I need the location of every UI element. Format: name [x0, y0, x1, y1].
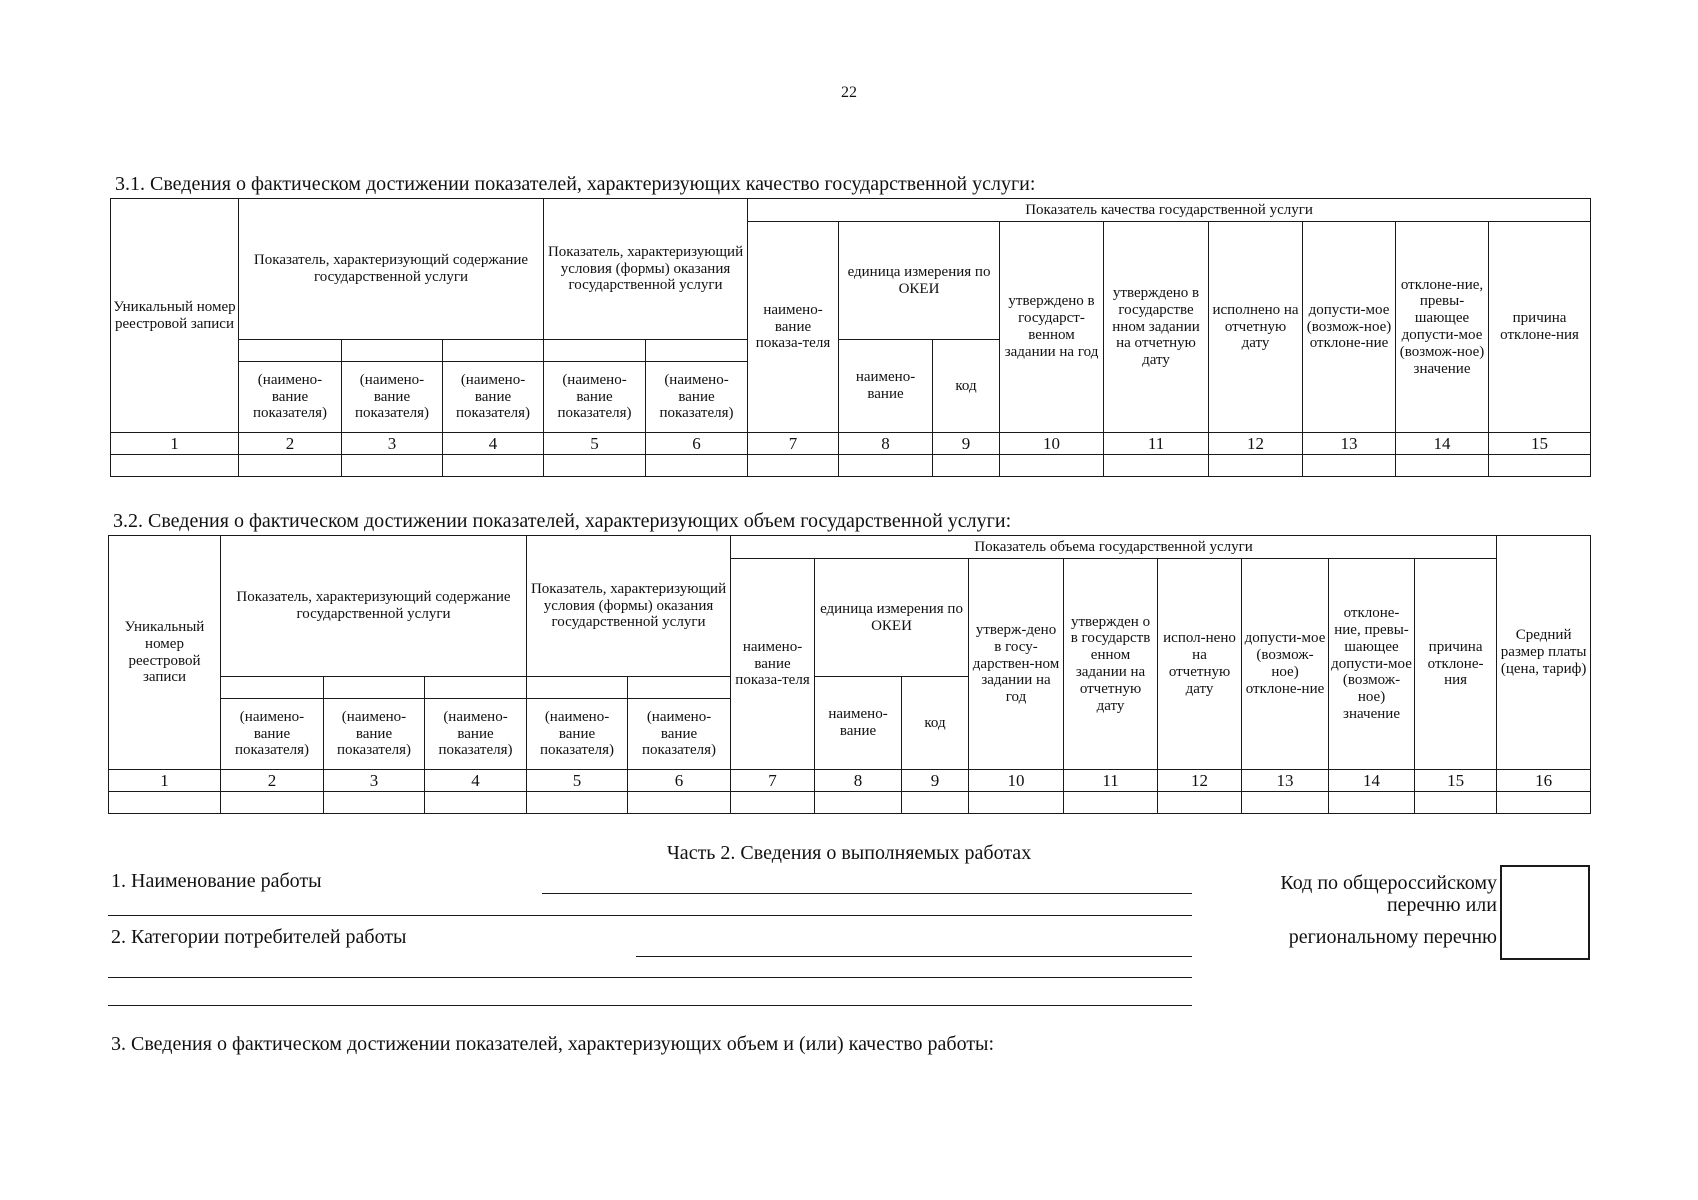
column-number: 15 — [1489, 433, 1591, 455]
column-number: 5 — [527, 770, 628, 792]
header-approved-year: утверждено в государст-венном задании на год — [1000, 222, 1104, 433]
header-allowed-deviation: допусти-мое (возмож-ное) отклоне-ние — [1303, 222, 1396, 433]
code-label — [1190, 872, 1497, 948]
consumers-line-3[interactable] — [108, 1005, 1192, 1006]
sub-indicator-name: (наимено-вание показателя) — [443, 362, 544, 433]
sub-indicator-name: (наимено-вание показателя) — [527, 699, 628, 770]
work-name-line-2[interactable] — [108, 915, 1192, 916]
column-number: 4 — [443, 433, 544, 455]
header-conditions-indicator: Показатель, характеризующий условия (формы) оказания государственной услуги — [544, 199, 748, 340]
blank-cell — [342, 340, 443, 362]
column-number: 15 — [1415, 770, 1497, 792]
section-3-title: 3. Сведения о фактическом достижении показателей, характеризующих объем и (или) качество работы: — [111, 1033, 995, 1055]
header-executed: испол-нено на отчетную дату — [1158, 559, 1242, 770]
blank-cell — [646, 340, 748, 362]
header-indicator-name: наимено-вание показа-теля — [748, 222, 839, 433]
code-label-line: перечню или — [1386, 894, 1497, 916]
blank-cell — [221, 677, 324, 699]
header-exceeding-deviation: отклоне-ние, превы-шающее допусти-мое (возмож-ное) значение — [1329, 559, 1415, 770]
blank-cell — [544, 340, 646, 362]
section-3-1-title: 3.1. Сведения о фактическом достижении показателей, характеризующих качество государственной услуги: — [115, 173, 1036, 195]
blank-cell — [443, 340, 544, 362]
table-row — [111, 455, 1591, 477]
sub-indicator-name: (наимено-вание показателя) — [239, 362, 342, 433]
header-content-indicator: Показатель, характеризующий содержание государственной услуги — [221, 536, 527, 677]
header-indicator-name: наимено-вание показа-теля — [731, 559, 815, 770]
code-input-box[interactable] — [1500, 865, 1590, 960]
quality-indicators-table — [110, 198, 1591, 477]
table-row — [109, 792, 1591, 814]
sub-indicator-name: (наимено-вание показателя) — [425, 699, 527, 770]
sub-indicator-name: (наимено-вание показателя) — [544, 362, 646, 433]
column-number: 10 — [1000, 433, 1104, 455]
column-number: 2 — [221, 770, 324, 792]
code-label-line: Код по общероссийскому — [1280, 872, 1497, 894]
header-unit-name: наимено-вание — [839, 340, 933, 433]
part-2-title: Часть 2. Сведения о выполняемых работах — [666, 842, 1032, 864]
column-number: 8 — [839, 433, 933, 455]
column-number: 5 — [544, 433, 646, 455]
column-number: 14 — [1396, 433, 1489, 455]
column-number: 10 — [969, 770, 1064, 792]
header-conditions-indicator: Показатель, характеризующий условия (формы) оказания государственной услуги — [527, 536, 731, 677]
sub-indicator-name: (наимено-вание показателя) — [342, 362, 443, 433]
column-number: 12 — [1209, 433, 1303, 455]
consumers-line-2[interactable] — [108, 977, 1192, 978]
header-deviation-reason: причина отклоне-ния — [1489, 222, 1591, 433]
code-label-line: региональному перечню — [1288, 926, 1497, 948]
column-number: 16 — [1497, 770, 1591, 792]
header-average-fee: Средний размер платы (цена, тариф) — [1497, 536, 1591, 770]
consumers-line[interactable] — [636, 956, 1192, 957]
column-number: 3 — [342, 433, 443, 455]
page-number: 22 — [841, 84, 857, 101]
column-number: 11 — [1104, 433, 1209, 455]
column-number: 7 — [731, 770, 815, 792]
volume-indicators-table — [108, 535, 1591, 814]
column-number: 6 — [628, 770, 731, 792]
header-deviation-reason: причина отклоне-ния — [1415, 559, 1497, 770]
header-approved-date: утвержден о в государств енном задании на отчетную дату — [1064, 559, 1158, 770]
header-executed: исполнено на отчетную дату — [1209, 222, 1303, 433]
header-allowed-deviation: допусти-мое (возмож-ное) отклоне-ние — [1242, 559, 1329, 770]
column-number: 6 — [646, 433, 748, 455]
header-approved-date: утверждено в государстве нном задании на отчетную дату — [1104, 222, 1209, 433]
header-approved-year: утверж-дено в госу-дарствен-ном задании на год — [969, 559, 1064, 770]
column-number: 11 — [1064, 770, 1158, 792]
blank-cell — [324, 677, 425, 699]
header-unit-code: код — [902, 677, 969, 770]
section-3-2-title: 3.2. Сведения о фактическом достижении показателей, характеризующих объем государственной услуги: — [113, 510, 1012, 532]
sub-indicator-name: (наимено-вание показателя) — [221, 699, 324, 770]
header-volume-group: Показатель объема государственной услуги — [731, 536, 1497, 559]
column-number: 4 — [425, 770, 527, 792]
column-number: 7 — [748, 433, 839, 455]
blank-cell — [425, 677, 527, 699]
sub-indicator-name: (наимено-вание показателя) — [628, 699, 731, 770]
column-number: 8 — [815, 770, 902, 792]
work-name-line[interactable] — [542, 893, 1192, 894]
blank-cell — [628, 677, 731, 699]
column-number: 9 — [933, 433, 1000, 455]
column-number: 1 — [109, 770, 221, 792]
header-content-indicator: Показатель, характеризующий содержание государственной услуги — [239, 199, 544, 340]
header-unique-number: Уникальный номер реестровой записи — [109, 536, 221, 770]
sub-indicator-name: (наимено-вание показателя) — [646, 362, 748, 433]
header-unit-okei: единица измерения по ОКЕИ — [839, 222, 1000, 340]
blank-cell — [239, 340, 342, 362]
column-number: 3 — [324, 770, 425, 792]
header-unit-code: код — [933, 340, 1000, 433]
work-name-label: 1. Наименование работы — [111, 870, 322, 892]
header-unique-number: Уникальный номер реестровой записи — [111, 199, 239, 433]
column-number: 1 — [111, 433, 239, 455]
column-number: 9 — [902, 770, 969, 792]
consumers-label: 2. Категории потребителей работы — [111, 926, 407, 948]
header-unit-okei: единица измерения по ОКЕИ — [815, 559, 969, 677]
header-unit-name: наимено-вание — [815, 677, 902, 770]
header-exceeding-deviation: отклоне-ние, превы-шающее допусти-мое (возмож-ное) значение — [1396, 222, 1489, 433]
blank-cell — [527, 677, 628, 699]
sub-indicator-name: (наимено-вание показателя) — [324, 699, 425, 770]
column-number: 13 — [1303, 433, 1396, 455]
column-number: 12 — [1158, 770, 1242, 792]
column-number: 13 — [1242, 770, 1329, 792]
column-number: 14 — [1329, 770, 1415, 792]
column-number: 2 — [239, 433, 342, 455]
header-quality-group: Показатель качества государственной услуги — [748, 199, 1591, 222]
